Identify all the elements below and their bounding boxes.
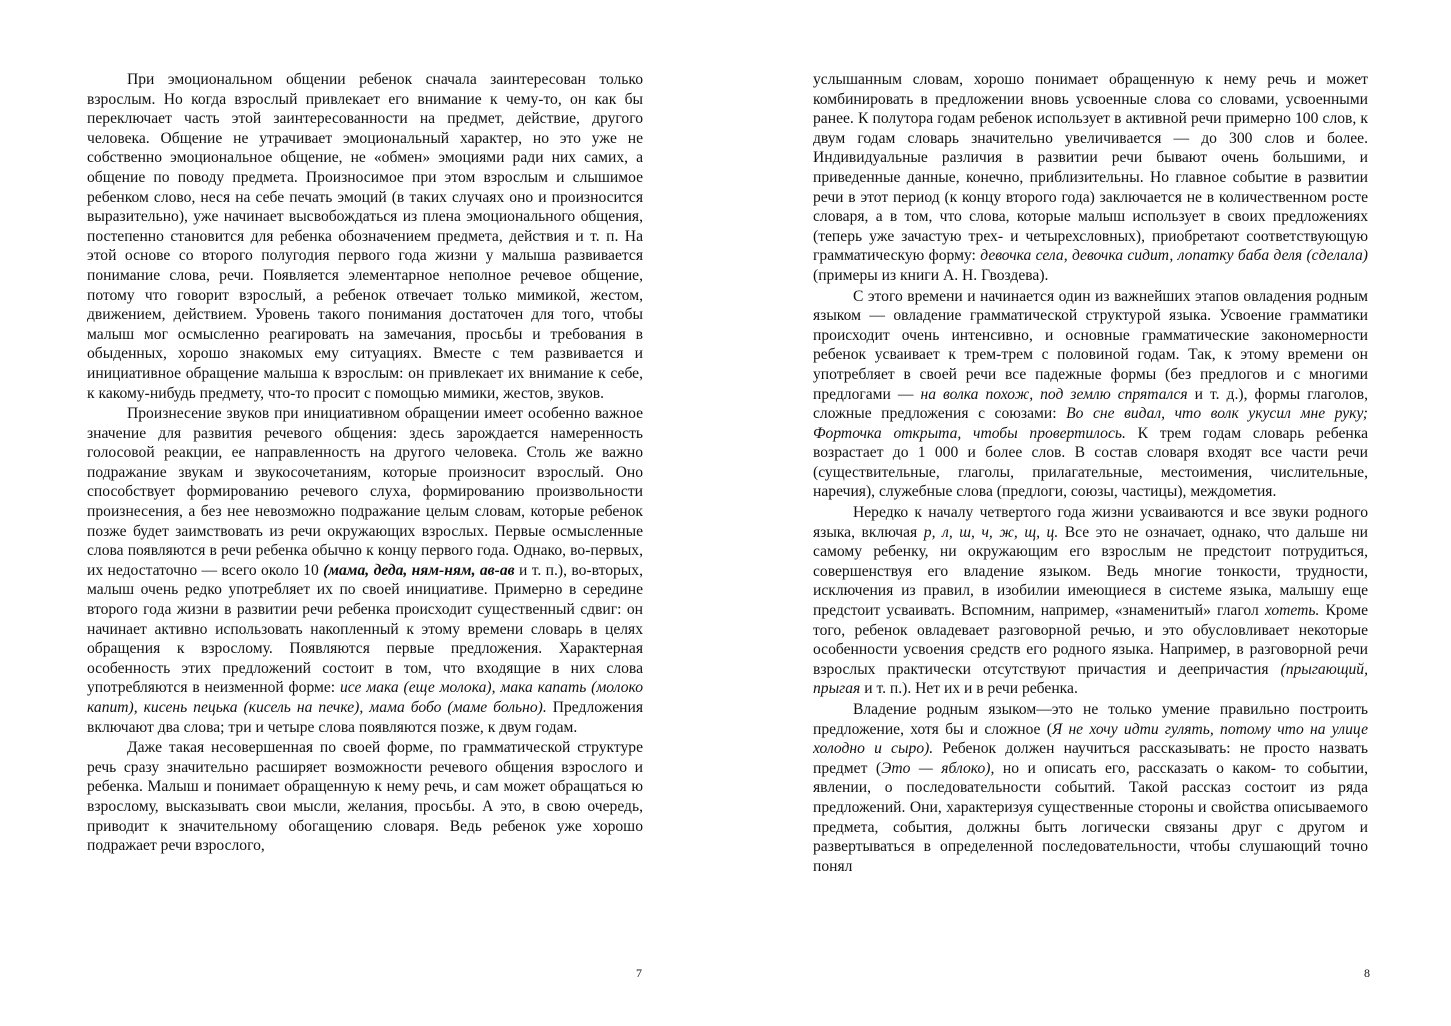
right-page-text bbox=[813, 70, 1368, 876]
example-text: Я не хочу идти гулять, потому что на улице холодно и сыро). bbox=[813, 720, 1368, 758]
text-run: С этого времени и начинается один из важнейших этапов овладения родным языком — овладение грамматической структурой языка. Усвоение грамматики происходит очень интенсивно, и основные грамматические закономерности ребенок усваивает к трем-трем с половиной годам. Так, к этому времени он употребляет в своей речи все падежные формы (без предлогов и с многими предлогами — bbox=[813, 287, 1368, 403]
example-text: Это — яблоко), bbox=[881, 759, 995, 777]
paragraph bbox=[87, 404, 643, 737]
text-run: Ребенок должен научиться рассказывать: не просто назвать предмет ( bbox=[813, 740, 1368, 777]
example-text: исе мака (еще молока), мака капать (молоко капит), кисень пецька (кисель на печке), мама бобо (маме больно). bbox=[87, 679, 643, 716]
paragraph bbox=[87, 738, 643, 856]
paragraph bbox=[813, 503, 1368, 699]
paragraph bbox=[87, 70, 643, 403]
paragraph bbox=[813, 700, 1368, 876]
text-run: но и описать его, рассказать о каком- то событии, явлении, о последовательности событий. Такой рассказ состоит из ряда предложений. Они, характеризуя существенные стороны и свойства описываемого предмета, события, должны быть логически связаны друг с другом и развертываться в определенной последовательности, чтобы слушающий точно понял bbox=[813, 759, 1368, 875]
text-run: При эмоциональном общении ребенок сначала заинтересован только взрослым. Но когда взрослый привлекает его внимание к чему-то, он как бы переключает часть этой заинтересованности на предмет, действие, другого человека. Общение не утрачивает эмоциональный характер, но это уже не собственно эмоциональное общение, не «обмен» эмоциями ради них самих, а общение по поводу предмета. Произносимое при этом взрослым и слышимое ребенком слово, неся на себе печать эмоций (в таких случаях оно и произносится выразительно), уже начинает высвобождаться из плена эмоционального общения, постепенно становится для ребенка обозначением предмета, действия и т. п. На этой основе со второго полугодия первого года жизни у малыша развивается понимание слова, речи. Появляется элементарное неполное речевое общение, потому что говорит взрослый, а ребенок отвечает только мимикой, жестом, движением, действием. Уровень такого понимания достаточен для того, чтобы малыш мог осмысленно реагировать на замечания, просьбы и требования в обыденных, хорошо знакомых ему ситуациях. Вместе с тем развивается и инициативное обращение малыша к взрослым: он привлекает их внимание к себе, к какому-нибудь предмету, что-то просит с помощью мимики, жестов, звуков. bbox=[87, 71, 643, 402]
example-text: на волка похож, под землю спрятался bbox=[920, 385, 1188, 403]
text-run: Все это не означает, однако, что дальше ни самому ребенку, ни окружающим его взрослым не предстоит потрудиться, совершенствуя его владение языком. Ведь многие тонкости, трудности, исключения из правил, в изобилии имеющиеся в системе языка, малышу еще предстоит усваивать. Вспомним, например, «знаменитый» глагол bbox=[813, 523, 1369, 620]
page-number-right: 8 bbox=[1364, 966, 1370, 980]
left-page bbox=[0, 0, 725, 1026]
paragraph bbox=[813, 70, 1368, 286]
example-text: Во сне видал, что волк укусил мне руку; Форточка открыта, чтобы провертилось. bbox=[813, 405, 1368, 442]
right-page bbox=[726, 0, 1451, 1026]
text-run: и т. д.), формы глаголов, сложные предложения с союзами: bbox=[813, 385, 1369, 423]
text-run: (примеры из книги А. Н. Гвоздева). bbox=[813, 266, 1049, 284]
paragraph bbox=[813, 287, 1368, 503]
example-text: девочка села, девочка сидит, лопатку баба деля (сделала) bbox=[980, 247, 1368, 265]
example-text: (прыгающий, прыгая bbox=[813, 660, 1368, 698]
text-run: Предложения включают два слова; три и четыре слова появляются позже, к двум годам. bbox=[87, 699, 644, 736]
text-run: Кроме того, ребенок овладевает разговорной речью, и это обусловливает некоторые особенности усвоения средств его родного языка. Например, в разговорной речи взрослых практически отсутствуют причастия и деепричастия bbox=[813, 602, 1368, 678]
text-run: услышанным словам, хорошо понимает обращенную к нему речь и может комбинировать в предложении вновь усвоенные слова со словами, усвоенными ранее. К полутора годам ребенок использует в активной речи примерно 100 слов, к двум годам словарь значительно увеличивается — до 300 слов и более. Индивидуальные различия в развитии речи бывают очень большими, и приведенные данные, конечно, приблизительны. Но главное событие в развитии речи в этот период (к концу второго года) заключается не в количественном росте словаря, а в том, что слова, которые малыш использует в своих предложениях (теперь уже зачастую трех- и четырехсловных), приобретают соответствующую грамматическую форму: bbox=[813, 71, 1368, 265]
example-text: (мама, деда, ням-ням, ав-ав bbox=[323, 561, 515, 579]
example-text: хотеть. bbox=[1264, 602, 1320, 620]
text-run: и т. п.), во-вторых, малыш очень редко употребляет их по своей инициативе. Примерно в середине второго года жизни в развитии речи ребенка происходит существенный сдвиг: он начинает активно использовать накопленный к этому времени словарь в целях обращения к взрослому. Появляются первые предложения. Характерная особенность этих предложений состоит в том, что входящие в них слова употребляются в неизменной форме: bbox=[87, 561, 643, 697]
text-run: и т. п.). Нет их и в речи ребенка. bbox=[860, 680, 1078, 698]
text-run: Владение родным языком—это не только умение правильно построить предложение, хотя бы и сложное ( bbox=[813, 701, 1368, 738]
text-run: Произнесение звуков при инициативном обращении имеет особенно важное значение для развития речевого общения: здесь зарождается намеренность голосовой реакции, ее направленность на другого человека. Столь же важно подражание звукам и звукосочетаниям, которые произносит взрослый. Оно способствует формированию речевого слуха, формированию произвольности произнесения, а без нее невозможно подражание целым словам, которые ребенок позже будет заимствовать из речи окружающих взрослых. Первые осмысленные слова появляются в речи ребенка обычно к концу первого года. Однако, во-первых, их недостаточно — всего около 10 bbox=[87, 405, 643, 579]
text-run: Даже такая несовершенная по своей форме, по грамматической структуре речь сразу значительно расширяет возможности речевого общения взрослого и ребенка. Малыш и понимает обращенную к нему речь, и сам может обращаться ю взрослому, высказывать свои мысли, желания, просьбы. А это, в свою очередь, приводит к значительному обогащению словаря. Ведь ребенок уже хорошо подражает речи взрослого, bbox=[87, 739, 643, 855]
text-run: К трем годам словарь ребенка возрастает до 1 000 и более слов. В состав словаря входят все части речи (существительные, глаголы, прилагательные, местоимения, числительные, наречия), служебные слова (предлоги, союзы, частицы), междометия. bbox=[813, 424, 1368, 501]
text-run: Нередко к началу четвертого года жизни усваиваются и все звуки родного языка, включая bbox=[813, 504, 1368, 541]
page-number-left: 7 bbox=[636, 966, 642, 980]
left-page-text bbox=[87, 70, 643, 856]
example-text: р, л, ш, ч, ж, щ, ц. bbox=[923, 523, 1059, 541]
